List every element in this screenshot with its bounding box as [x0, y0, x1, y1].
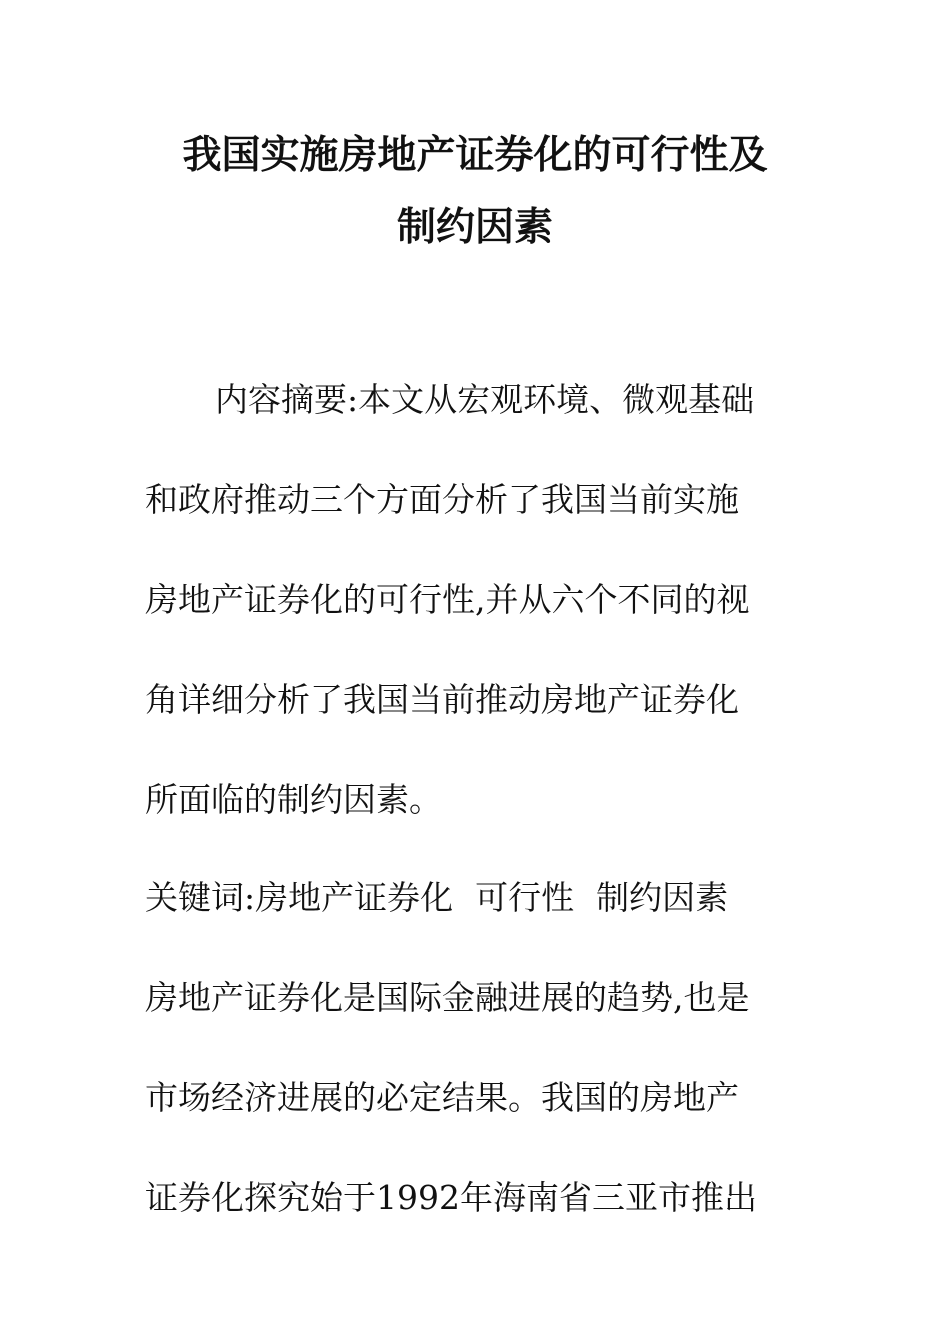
- body-line-3: 证券化探究始于1992年海南省三亚市推出: [145, 1178, 757, 1217]
- keyword-3: 制约因素: [596, 878, 729, 917]
- abstract-line-4: 角详细分析了我国当前推动房地产证券化: [145, 680, 739, 719]
- body-line-1: 房地产证券化是国际金融进展的趋势,也是: [145, 978, 750, 1017]
- abstract-line-2: 和政府推动三个方面分析了我国当前实施: [145, 480, 739, 519]
- keywords-line: [145, 878, 729, 917]
- keyword-1: 房地产证券化: [255, 878, 454, 917]
- keywords-label: 关键词:: [145, 878, 256, 917]
- body-line-2: 市场经济进展的必定结果。我国的房地产: [145, 1078, 739, 1117]
- document-title-line-1: 我国实施房地产证券化的可行性及: [182, 132, 768, 178]
- abstract-line-1: 内容摘要:本文从宏观环境、微观基础: [215, 380, 755, 419]
- abstract-line-5: 所面临的制约因素。: [145, 780, 442, 819]
- abstract-line-3: 房地产证券化的可行性,并从六个不同的视: [145, 580, 750, 619]
- document-title-line-2: 制约因素: [396, 204, 553, 250]
- keyword-2: 可行性: [475, 878, 575, 917]
